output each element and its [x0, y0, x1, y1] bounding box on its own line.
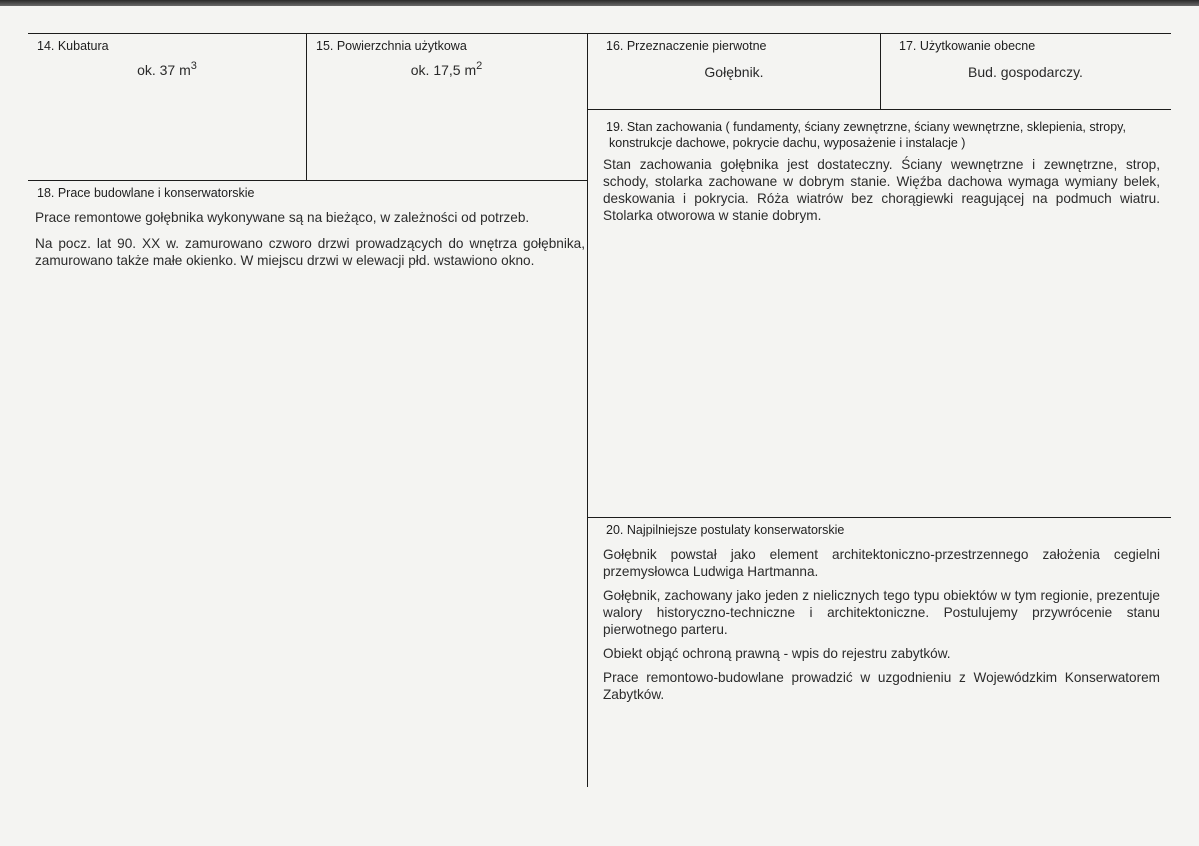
field-19-body [603, 156, 1160, 231]
field-17-label: 17. Użytkowanie obecne [899, 39, 1036, 53]
field-14-value-exponent: 3 [190, 60, 197, 72]
rule-under-14-15 [28, 180, 588, 181]
field-16-value: Gołębnik. [704, 64, 764, 80]
field-20-paragraph: Prace remontowo-budowlane prowadzić w uzgodnieniu z Wojewódzkim Konserwatorem Zabytków. [603, 670, 1160, 702]
field-20-paragraph: Gołębnik powstał jako element architektoniczno-przestrzennego założenia cegielni przemysłowca Ludwiga Hartmanna. [603, 547, 1160, 579]
field-18-label: 18. Prace budowlane i konserwatorskie [37, 186, 255, 200]
field-19-label-line-2: konstrukcje dachowe, pokrycie dachu, wyposażenie i instalacje ) [609, 136, 966, 150]
field-18-body [35, 209, 585, 276]
field-15-value-exponent: 2 [476, 60, 483, 72]
field-16-label: 16. Przeznaczenie pierwotne [606, 39, 767, 53]
field-20-paragraph: Obiekt objąć ochroną prawną - wpis do rejestru zabytków. [603, 646, 951, 661]
field-18-paragraph: Na pocz. lat 90. XX w. zamurowano czworo drzwi prowadzących do wnętrza gołębnika, zamurowano także małe okienko. W miejscu drzwi w elewacji płd. wstawiono okno. [35, 236, 585, 268]
field-19-label [606, 119, 1166, 151]
field-19-paragraph: Stan zachowania gołębnika jest dostateczny. Ściany wewnętrzne i zewnętrzne, strop, schody, stolarka zachowane w dobrym stanie. Więźba dachowa wymaga wymiany belek, deskowania i pokrycia. Róża wiatrów bez chorągiewki reagującej na podmuch wiatru. Stolarka otworowa w stanie dobrym. [603, 157, 1160, 223]
field-20-body [603, 546, 1160, 710]
field-20-label: 20. Najpilniejsze postulaty konserwatorskie [606, 523, 845, 537]
field-18-paragraph: Prace remontowe gołębnika wykonywane są na bieżąco, w zależności od potrzeb. [35, 210, 530, 225]
field-15-value-text: ok. 17,5 m [410, 62, 477, 78]
center-divider [587, 33, 588, 787]
field-19-label-line-1: 19. Stan zachowania ( fundamenty, ściany zewnętrzne, ściany wewnętrzne, sklepienia, stropy, [606, 120, 1126, 134]
field-20-paragraph: Gołębnik, zachowany jako jeden z nielicznych tego typu obiektów w tym regionie, prezentuje walory historyczno-techniczne i architektoniczne. Postulujemy przywrócenie stanu pierwotnego parteru. [603, 588, 1160, 637]
rule-above-20 [588, 517, 1171, 518]
field-14-value [28, 60, 306, 78]
field-14-value-text: ok. 37 m [137, 62, 191, 78]
field-15-label: 15. Powierzchnia użytkowa [316, 39, 467, 53]
field-14-label: 14. Kubatura [37, 39, 109, 53]
rule-under-16-17 [588, 109, 1171, 110]
top-rule [28, 33, 1171, 34]
divider-14-15 [306, 33, 307, 180]
field-17-value: Bud. gospodarczy. [968, 64, 1083, 80]
field-15-value [306, 60, 587, 78]
